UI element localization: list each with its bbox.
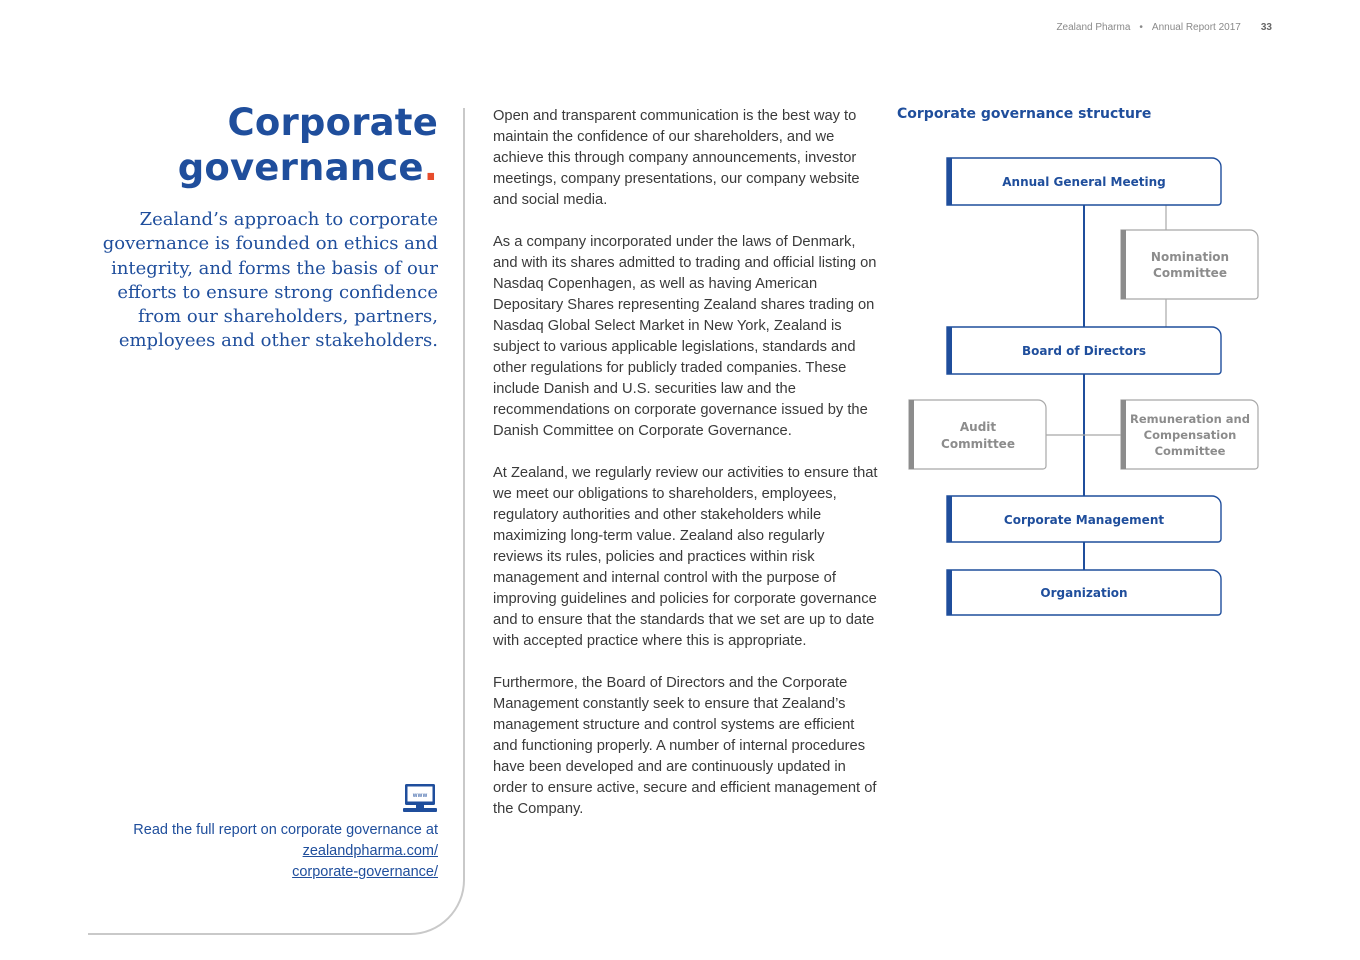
- box-audit-committee: [909, 400, 1046, 469]
- header-company: Zealand Pharma: [1056, 22, 1131, 33]
- box-corporate-management: [947, 496, 1221, 542]
- body-column: [493, 106, 878, 841]
- board-label: Board of Directors: [1021, 344, 1147, 358]
- governance-link-line-2[interactable]: corporate-governance/: [292, 864, 438, 880]
- remuneration-label-line-3: Committee: [1154, 444, 1226, 458]
- org-chart: [900, 150, 1270, 620]
- link-intro-text: Read the full report on corporate governance at: [133, 822, 438, 838]
- header-separator-dot: •: [1139, 22, 1143, 33]
- remuneration-label-line-2: Compensation: [1143, 428, 1237, 442]
- title-period: .: [423, 146, 438, 189]
- report-link-block: [88, 820, 438, 883]
- box-remuneration-committee: [1121, 400, 1258, 469]
- box-annual-general-meeting: [947, 158, 1221, 205]
- body-paragraph-4: Furthermore, the Board of Directors and the Corporate Management constantly seek to ensure that Zealand’s management structure and control systems are efficient and functioning properly. A number of internal procedures have been developed and are continuously updated in order to ensure active, secure and efficient management of the Company.: [493, 675, 877, 817]
- agm-label: Annual General Meeting: [1002, 175, 1166, 189]
- www-computer-icon: [402, 783, 438, 815]
- body-paragraph-2: As a company incorporated under the laws of Denmark, and with its shares admitted to trading and official listing on Nasdaq Copenhagen, as well as having American Depositary Shares representing Zealand shares trading on Nasdaq Global Select Market in New York, Zealand is subject to various applicable legislations, standards and other regulations for publicly traded companies. These include Danish and U.S. securities law and the recommendations on corporate governance issued by the Danish Committee on Corporate Governance.: [493, 234, 877, 439]
- box-board-of-directors: [947, 327, 1221, 374]
- header-report: Annual Report 2017: [1151, 22, 1241, 33]
- nomination-label-line-1: Nomination: [1150, 250, 1230, 264]
- body-paragraph-3: At Zealand, we regularly review our activities to ensure that we meet our obligations to shareholders, employees, regulatory authorities and other stakeholders while maximizing long-term value. Zealand also regularly reviews its rules, policies and practices within risk management and internal control with the purpose of improving guidelines and policies for corporate governance and to ensure that the standards that we set are up to date with accepted practice where this is appropriate.: [493, 465, 878, 649]
- lead-paragraph: Zealand’s approach to corporate governance is founded on ethics and integrity, and forms the basis of our efforts to ensure strong confidence from our shareholders, partners, employees and other stakeholders.: [102, 209, 438, 352]
- box-nomination-committee: [1121, 230, 1258, 299]
- left-column: [88, 100, 438, 354]
- nomination-label-line-2: Committee: [1153, 266, 1227, 280]
- governance-link-line-1[interactable]: zealandpharma.com/: [302, 843, 438, 859]
- page-title: [88, 100, 438, 190]
- running-header: [1056, 22, 1272, 33]
- org-chart-title: Corporate governance structure: [897, 106, 1152, 122]
- body-paragraph-1: Open and transparent communication is the best way to maintain the confidence of our shareholders, and we achieve this through company announcements, investor meetings, company presentations, our company website and social media.: [493, 108, 860, 208]
- organization-label: Organization: [1040, 586, 1128, 600]
- box-organization: [947, 570, 1221, 615]
- audit-label-line-2: Committee: [941, 437, 1015, 451]
- remuneration-label-line-1: Remuneration and: [1130, 412, 1250, 426]
- management-label: Corporate Management: [1003, 513, 1165, 527]
- audit-label-line-1: Audit: [959, 420, 997, 434]
- page-number: 33: [1260, 22, 1272, 33]
- title-line-2: governance: [177, 146, 424, 189]
- www-icon-label: www: [412, 792, 428, 799]
- title-line-1: Corporate: [227, 101, 438, 144]
